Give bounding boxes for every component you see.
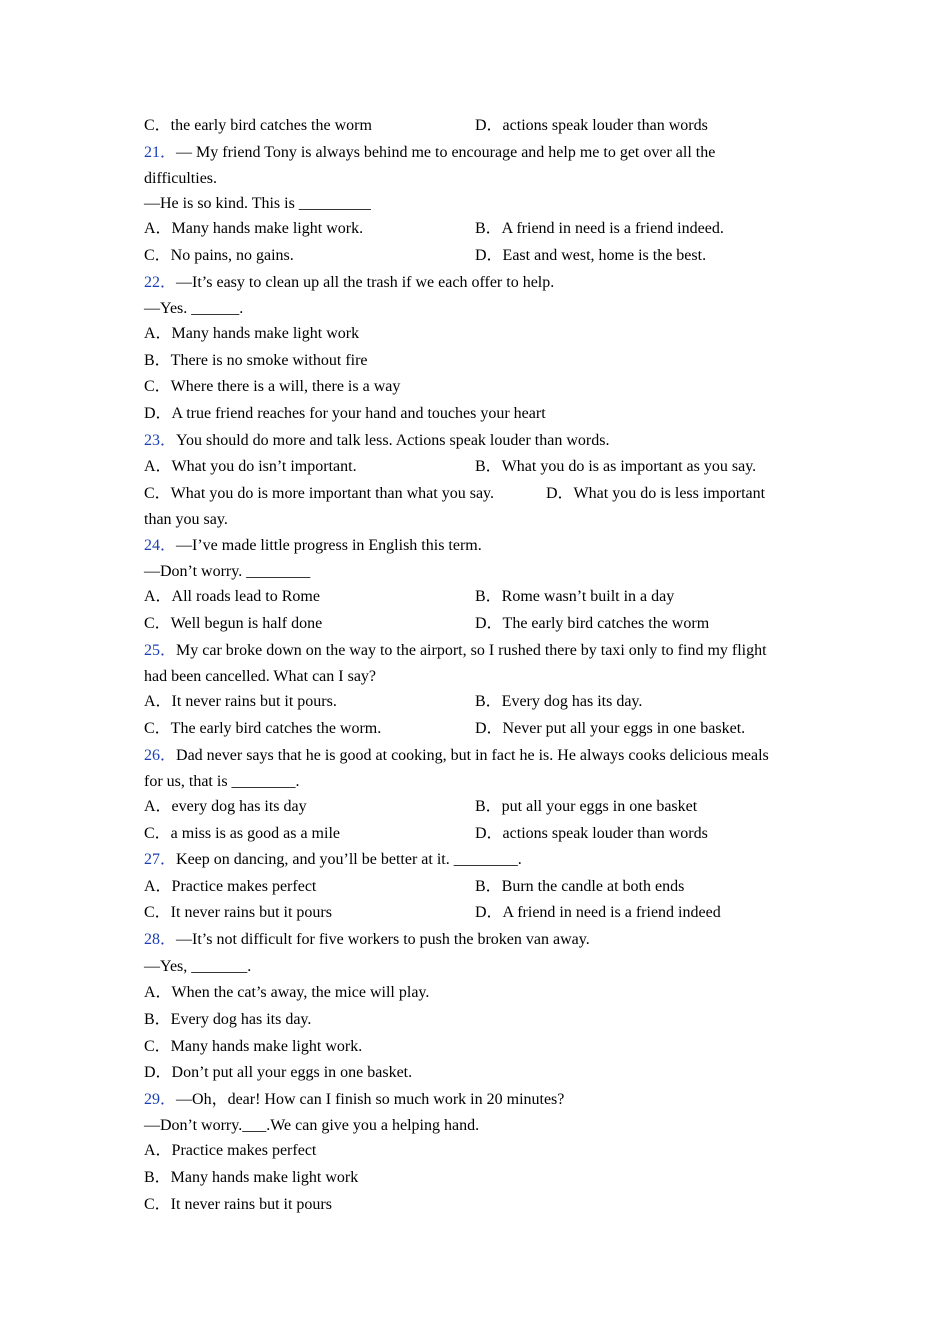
question-number: 25． <box>144 642 177 659</box>
question-22-stem: 22．—It’s easy to clean up all the trash if we each offer to help. <box>144 274 555 291</box>
question-28-stem: 28．—It’s not difficult for five workers to push the broken van away. <box>144 931 590 948</box>
question-number: 22． <box>144 274 177 291</box>
option-b: B．There is no smoke without fire <box>144 352 368 369</box>
question-22-reply: —Yes. ______. <box>144 300 244 317</box>
option-b: B．Burn the candle at both ends <box>475 878 685 895</box>
question-number: 28． <box>144 931 177 948</box>
question-number: 29． <box>144 1091 177 1108</box>
option-c: C．It never rains but it pours <box>144 1196 332 1213</box>
option-a: A．every dog has its day <box>144 798 307 815</box>
option-a: A．Many hands make light work <box>144 325 360 342</box>
option-b: B．A friend in need is a friend indeed. <box>475 220 724 237</box>
option-a: A．What you do isn’t important. <box>144 458 357 475</box>
question-number: 24． <box>144 537 177 554</box>
option-a: A．All roads lead to Rome <box>144 588 320 605</box>
option-b: B．Every dog has its day. <box>475 693 643 710</box>
option-d: D．The early bird catches the worm <box>475 615 710 632</box>
option-c: C．Where there is a will, there is a way <box>144 378 401 395</box>
option-c: C．It never rains but it pours <box>144 904 332 921</box>
option-a: A．Many hands make light work. <box>144 220 364 237</box>
question-21-stem-cont: difficulties. <box>144 170 218 187</box>
question-25-stem: 25．My car broke down on the way to the airport, so I rushed there by taxi only to find my flight <box>144 642 767 659</box>
question-26-stem-cont: for us, that is ________. <box>144 773 300 790</box>
option-a: A．It never rains but it pours. <box>144 693 337 710</box>
question-21-reply: —He is so kind. This is _________ <box>144 195 371 212</box>
option-d: D．actions speak louder than words <box>475 825 708 842</box>
question-number: 27． <box>144 851 177 868</box>
question-27-stem: 27．Keep on dancing, and you’ll be better at it. ________. <box>144 851 522 868</box>
question-number: 23． <box>144 432 177 449</box>
question-24-reply: —Don’t worry. ________ <box>144 563 311 580</box>
question-25-stem-cont: had been cancelled. What can I say? <box>144 668 377 685</box>
question-26-stem: 26．Dad never says that he is good at cooking, but in fact he is. He always cooks delicious meals <box>144 747 769 764</box>
option-d: D．What you do is less important <box>546 485 766 502</box>
option-c: C．What you do is more important than what you say. <box>144 485 495 502</box>
option-d: D．Never put all your eggs in one basket. <box>475 720 746 737</box>
question-21-stem: 21．— My friend Tony is always behind me to encourage and help me to get over all the <box>144 144 716 161</box>
option-c: C．No pains, no gains. <box>144 247 294 264</box>
question-29-stem: 29．—Oh，dear! How can I finish so much work in 20 minutes? <box>144 1091 565 1108</box>
option-c: C．The early bird catches the worm. <box>144 720 382 737</box>
option-c: C．the early bird catches the worm <box>144 117 372 134</box>
question-23-stem: 23．You should do more and talk less. Actions speak louder than words. <box>144 432 610 449</box>
option-b: B．put all your eggs in one basket <box>475 798 698 815</box>
option-a: A．Practice makes perfect <box>144 1142 317 1159</box>
option-c: C．a miss is as good as a mile <box>144 825 340 842</box>
option-a: A．When the cat’s away, the mice will play. <box>144 984 430 1001</box>
option-d: D．Don’t put all your eggs in one basket. <box>144 1064 413 1081</box>
option-c: C．Well begun is half done <box>144 615 323 632</box>
question-number: 21． <box>144 144 177 161</box>
question-number: 26． <box>144 747 177 764</box>
question-24-stem: 24．—I’ve made little progress in English this term. <box>144 537 482 554</box>
option-d: D．East and west, home is the best. <box>475 247 707 264</box>
option-d: D．A true friend reaches for your hand and touches your heart <box>144 405 546 422</box>
option-d: D．A friend in need is a friend indeed <box>475 904 721 921</box>
option-b: B．Many hands make light work <box>144 1169 359 1186</box>
option-b: B．Rome wasn’t built in a day <box>475 588 675 605</box>
question-28-reply: —Yes, _______. <box>144 958 252 975</box>
option-c: C．Many hands make light work. <box>144 1038 363 1055</box>
option-b: B．Every dog has its day. <box>144 1011 312 1028</box>
option-a: A．Practice makes perfect <box>144 878 317 895</box>
option-b: B．What you do is as important as you say. <box>475 458 757 475</box>
option-d-cont: than you say. <box>144 511 228 528</box>
option-d: D．actions speak louder than words <box>475 117 708 134</box>
question-29-reply: —Don’t worry.___.We can give you a helping hand. <box>144 1117 480 1134</box>
